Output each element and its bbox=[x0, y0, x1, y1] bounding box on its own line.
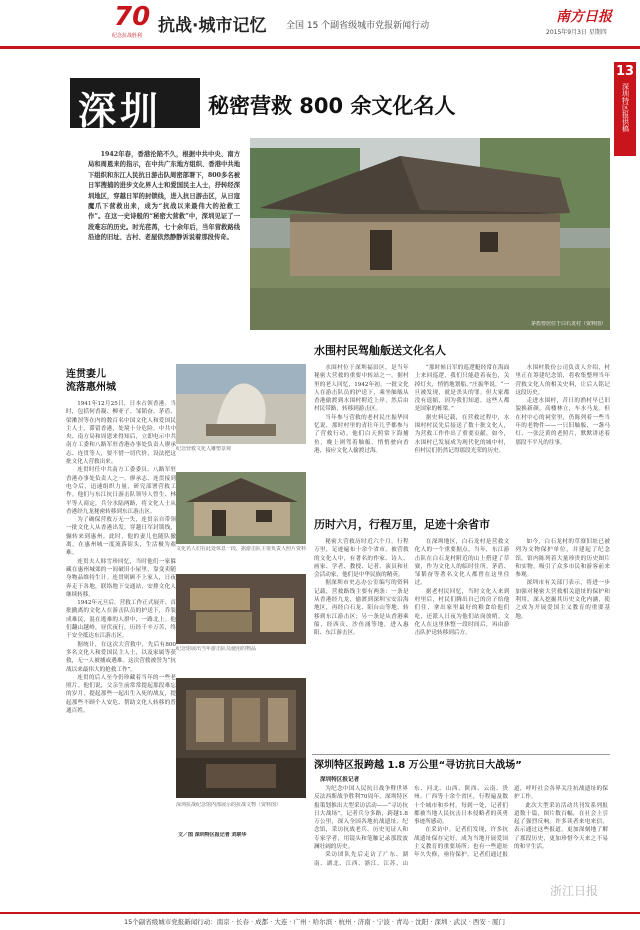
photo-statue-illustration bbox=[176, 364, 306, 444]
badge-number: 70 bbox=[114, 2, 151, 32]
s4-paragraph: 为纪念中国人民抗日战争暨世界反法西斯战争胜利70周年，深圳特区报策划推出大型采访活动——“寻访抗日大战场”。记者兵分多路，跨越1.8万公里，深入全国各地抗战遗址、纪念馆，采访抗战老兵、历史见证人和专家学者，用镜头和笔触记录那段波澜壮阔的历史。 bbox=[314, 786, 408, 851]
photo-1-caption: 纪念营救文化人雕塑景观 bbox=[176, 446, 232, 452]
side-tab-label: 深圳特区报供稿 bbox=[621, 83, 630, 132]
s4-paragraph: 在采访中，记者们发现，许多抗战遗址保存完好，成为当地开展爱国主义教育的重要场所；也有一些遗址年久失修，亟待保护。记者们通过报道，呼吁社会各界关注抗战遗址的保护工作。 bbox=[414, 786, 608, 859]
photo-2-caption: 文化名人们在此处休息一段，据游击队主要负责人照片资料 bbox=[176, 546, 306, 552]
s2-paragraph: “那时候日军的巡逻艇经常在海面上来回巡逻，我们只能趁着夜色，关掉灯火，悄悄地划船。”庄振华说，“一旦被发现，就是杀头的罪。但大家都没有退缩，因为我们知道，这些人都是国家的栋梁。” bbox=[414, 365, 510, 413]
section-2-title: 水围村民驾舢舨送文化名人 bbox=[314, 344, 446, 357]
city-title: 深圳 bbox=[78, 89, 163, 133]
s1-paragraph: 1942年元旦后，营救工作正式展开。首批撤离的文化人在游击队员的护送下，乔装成难民，混在逃难的人群中，一路北上。他们翻山越岭，昼伏夜行，历经千辛万苦，终于安全抵达东江游击区。 bbox=[66, 600, 176, 640]
title-block bbox=[70, 78, 200, 133]
s4-paragraph: 此次大型采访活动共刊发系列报道数十篇，图片数百幅，在社会上引起了强烈反响。许多读者来电来信，表示通过这些报道，更加深刻地了解了那段历史，更加珍惜今天来之不易的和平生活。 bbox=[514, 802, 608, 851]
paper-logo: 南方日报 bbox=[556, 9, 612, 25]
photo-statue bbox=[176, 364, 306, 444]
page-number: 13 bbox=[615, 64, 635, 79]
s3-paragraph: 如今，白石龙村的草寮旧址已被列为文物保护单位，并建起了纪念馆。馆内陈列着大量珍贵的历史图片和实物，吸引了众多市民和游客前来参观。 bbox=[515, 539, 610, 579]
hero-photo bbox=[250, 138, 610, 330]
header-date: 2015年9月3日 星期四 bbox=[546, 29, 607, 36]
watermark bbox=[550, 880, 598, 899]
s2-paragraph: 走进水围村，昔日的渔村早已旧貌换新颜，高楼林立，车水马龙。但在村中心的祠堂里，仍陈列着一些当年的老物件——一只旧舢舨、一盏马灯、一张泛黄的老照片，默默讲述着那段不平凡的往事。 bbox=[515, 398, 610, 446]
photo-interior-illustration bbox=[176, 678, 306, 798]
photo-hut bbox=[176, 472, 306, 544]
side-tab bbox=[614, 62, 636, 156]
header-subtitle: 全国 15 个副省级城市党报新闻行动 bbox=[286, 21, 430, 31]
footer-bar bbox=[0, 912, 640, 930]
s1-paragraph: 为了确保营救万无一失，连贯亲自带领一批文化人从香港出发，穿越日军封锁线，辗转来到惠州。此时，他的妻儿也随队撤离，在惠州城一度流落街头，生活极为艰难。 bbox=[66, 517, 176, 557]
s3-paragraph: 据深圳市史志办公室编写的资料记载，营救路线主要有两条：一条是从香港经九龙，偷渡到深圳宝安沿海地区，再经白石龙、阳台山等地，转移到东江游击区；另一条是从香港乘船，经西贡、沙鱼涌等地，进入惠阳、东江游击区。 bbox=[314, 580, 409, 637]
hero-photo-illustration bbox=[250, 138, 610, 330]
photo-hut-illustration bbox=[176, 472, 306, 544]
s1-paragraph: 连贯夫人韩雪珍回忆，当时他们一家躲藏在惠州城郊的一间破旧小屋里，靠变卖随身物品维持生计。连贯则顾不上家人，日夜奔走于各地，联络地下交通站，安排文化人继续转移。 bbox=[66, 558, 176, 598]
section-4-text bbox=[314, 785, 608, 893]
watermark-text: 浙江日报 bbox=[550, 884, 599, 898]
s3-paragraph: 在深圳地区，白石龙村是营救文化人的一个重要据点。当年，东江游击队在白石龙村附近的山上搭建了草寮，作为文化人的临时住所。茅盾、邹韬奋等著名文化人都曾在这里住过。 bbox=[414, 539, 510, 587]
s3-paragraph: 秘密大营救历时近六个月，行程万里，足迹遍布十余个省市。被营救的文化人中，有著名的作家、诗人、画家、学者、教授、记者、演员和社会活动家，他们是中华民族的精英。 bbox=[314, 539, 409, 579]
s1-paragraph: 据统计，在这次大营救中，先后有800多名文化人和爱国民主人士，以及家属等获救，无一人被捕或遇难。这次营救被誉为“抗战以来最伟大的抢救工作”。 bbox=[66, 641, 176, 673]
s2-paragraph: 水围村股份公司负责人介绍，村里正在筹建纪念馆，将收集整理当年营救文化人的相关史料，让后人铭记这段历史。 bbox=[515, 365, 610, 396]
s2-paragraph: 当年参与营救的老村民庄振华回忆说，那时村里的青壮年几乎都参与了营救行动。他们白天照常下海捕鱼，晚上则驾着舢舨，悄悄驶向香港，接应文化人偷渡过海。 bbox=[314, 414, 409, 454]
photo-4-caption: 深圳抗战纪念馆内部展示的抗战文物（资料图） bbox=[176, 802, 282, 808]
hero-caption: 茅盾曾居住于白石龙村（资料图） bbox=[530, 321, 606, 327]
s1-paragraph: 连贯时任中共南方工委委员、八路军驻香港办事处负责人之一。廖承志、连贯接到电令后，迅速组织力量，研究部署营救工作。他们与东江抗日游击队领导人曾生、林平等人商定，兵分水陆两路，将文化人士从香港经九龙秘密转移到东江游击区。 bbox=[66, 467, 176, 515]
section-4-byline: 深圳特区报记者 bbox=[320, 777, 360, 783]
s1-paragraph: 1941年12月25日，日本占领香港。当时，包括何香凝、柳亚子、邹韬奋、茅盾、梁漱溟等在内的数百名中国文化人和爱国民主人士，滞留香港，处境十分危险。中共中央、南方局和周恩来得知后，立即电示中共南方工委和八路军驻香港办事处负责人廖承志、连贯等人，要不惜一切代价，设法把这批文化人营救出来。 bbox=[66, 401, 176, 466]
section-4-title: 深圳特区报跨越 1.8 万公里“寻访抗日大战场” bbox=[314, 760, 522, 771]
photo-3-caption: 纪念馆展出当年游击队员使用的物品 bbox=[176, 646, 257, 652]
section-1-text bbox=[66, 400, 176, 820]
photo-objects bbox=[176, 574, 306, 644]
section-3-title: 历时六月，行程万里，足迹十余省市 bbox=[314, 518, 490, 531]
intro-text: 1942年春，香港沦陷不久，根据中共中央、南方局和周恩来的指示，在中共广东地方组织、香港中共地下组织和东江人民抗日游击队周密部署下，800多名被日军搜捕的进步文化界人士和爱国民主人士，抒转经深圳地区，穿越日军的封锁线，进入抗日游击区，从日寇魔爪下营救出来，成为“抗战以来最伟大的抢救工作”。在这一史诗般的“秘密大营救”中，深圳见证了一段难忘的历史。时光荏苒，七十余年后，当年营救路线沿途的旧址、古村、老屋依然静静诉说着那段传奇。 bbox=[88, 151, 240, 242]
s3-paragraph: 据老村民回忆，当时文化人来到村里后，村民们腾出自己的房子给他们住，拿出家里最好的粮食给他们吃，还派人日夜为他们站岗放哨。文化人在这里休整一段时间后，再由游击队护送转移到后方。 bbox=[414, 588, 510, 637]
section-3-text bbox=[314, 538, 610, 746]
column-title: 抗战·城市记忆 bbox=[158, 16, 267, 36]
section-1-title: 连贯妻儿 流落惠州城 bbox=[66, 369, 116, 393]
s2-paragraph: 据史料记载，在营救过程中，水围村村民先后接送了数十批文化人，为营救工作作出了重要贡献。如今，水围村已发展成为现代化的城中村，但村民们仍然记得那段光荣的历史。 bbox=[414, 414, 510, 454]
headline: 秘密营救 800 余文化名人 bbox=[208, 94, 456, 118]
header-bar bbox=[0, 0, 640, 49]
photo-interior bbox=[176, 678, 306, 798]
s4-paragraph: 采访团队先后走访了广东、湖南、湖北、江西、浙江、江苏、山东、河北、山西、陕西、云南、贵州、广西等十余个省区，行程遍及数十个城市和乡村。每到一处，记者们都被当地人民抗击日本侵略者的英勇事迹所感动。 bbox=[314, 786, 508, 867]
footer-text: 15个副省级城市党报新闻行动：南京 · 长春 · 成都 · 大连 · 广州 · 哈尔滨 · 杭州 · 济南 · 宁波 · 青岛 · 沈阳 · 深圳 · 武汉 · 西安 · 厦门 bbox=[124, 918, 506, 926]
s1-paragraph: 连贯的后人至今仍珍藏着当年的一些老照片。他们说，父亲生前常常提起那段难忘的岁月，提起那些一起出生入死的战友，提起那些不顾个人安危、帮助文化人转移的普通百姓。 bbox=[66, 674, 176, 714]
anniversary-badge bbox=[112, 4, 152, 38]
s2-paragraph: 水围村位于深圳福田区，是当年秘密大营救的重要中转站之一。据村里的老人回忆，1942年初，一批文化人在游击队员的护送下，乘坐舢舨从香港偷渡到水围村附近上岸，然后由村民带路，转移到游击区。 bbox=[314, 365, 409, 413]
s3-paragraph: 深圳市有关部门表示，将进一步加强对秘密大营救相关遗址的保护和利用，深入挖掘其历史文化内涵，使之成为开展爱国主义教育的重要基地。 bbox=[515, 580, 610, 620]
section-2-text bbox=[314, 364, 610, 508]
credits: 文／图 深圳特区报记者 刘联华 bbox=[178, 832, 247, 838]
badge-caption: 纪念抗战胜利 bbox=[112, 33, 143, 39]
photo-objects-illustration bbox=[176, 574, 306, 644]
